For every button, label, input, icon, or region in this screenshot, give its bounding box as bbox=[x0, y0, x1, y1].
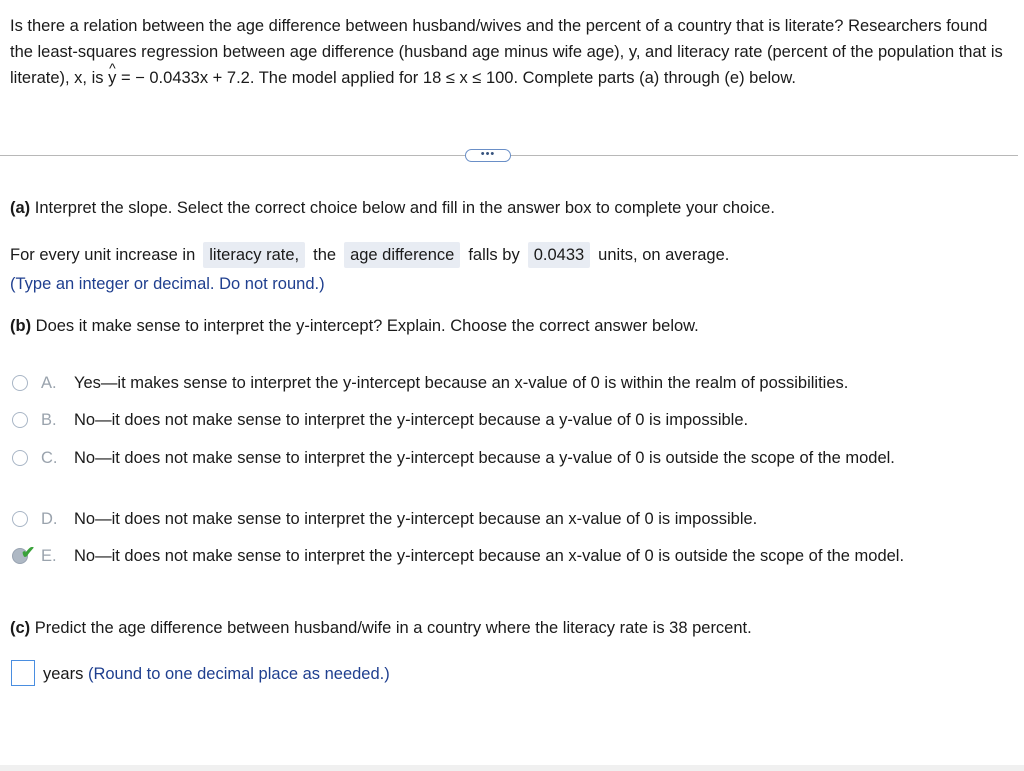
choice-text: No—it does not make sense to interpret the y-intercept because a y-value of 0 is impossible. bbox=[74, 411, 749, 429]
choice-text: No—it does not make sense to interpret the y-intercept because a y-value of 0 is outside the scope of the model. bbox=[74, 449, 895, 467]
part-a-sentence-start: For every unit increase in bbox=[10, 246, 196, 264]
part-c-unit: years bbox=[43, 665, 84, 683]
part-a-falls-by: falls by bbox=[468, 246, 520, 264]
part-c-question-text: Predict the age difference between husband/wife in a country where the literacy rate is 38 percent. bbox=[30, 619, 752, 637]
choice-d[interactable] bbox=[12, 507, 1012, 531]
part-b-label: (b) bbox=[10, 317, 32, 335]
part-a-the: the bbox=[313, 246, 337, 264]
part-a-sentence bbox=[10, 246, 729, 265]
bottom-band bbox=[0, 765, 1024, 771]
choice-a[interactable] bbox=[12, 371, 1012, 395]
choice-letter: C. bbox=[41, 449, 58, 467]
choice-letter: E. bbox=[41, 547, 57, 565]
choice-letter: D. bbox=[41, 510, 58, 528]
part-b-question bbox=[10, 317, 699, 336]
part-a-question bbox=[10, 199, 775, 218]
answer-box-variable-2[interactable]: age difference bbox=[344, 242, 460, 268]
part-c-hint: (Round to one decimal place as needed.) bbox=[87, 665, 390, 683]
choice-letter: B. bbox=[41, 411, 57, 429]
choice-text: No—it does not make sense to interpret the y-intercept because an x-value of 0 is impossible. bbox=[74, 510, 758, 528]
choice-b[interactable] bbox=[12, 408, 1012, 432]
part-c-question bbox=[10, 619, 752, 638]
part-a-hint: (Type an integer or decimal. Do not round.) bbox=[10, 275, 325, 293]
problem-text-part2: = − 0.0433x + 7.2. The model applied for 18 ≤ x ≤ 100. Complete parts (a) through (e) below. bbox=[116, 69, 796, 87]
radio-button-icon[interactable] bbox=[12, 375, 28, 391]
choice-text: Yes—it makes sense to interpret the y-intercept because an x-value of 0 is within the realm of possibilities. bbox=[74, 374, 849, 392]
part-a-label: (a) bbox=[10, 199, 31, 217]
answer-box-slope-value[interactable]: 0.0433 bbox=[528, 242, 590, 268]
problem-statement bbox=[10, 13, 1010, 91]
age-difference-answer-input[interactable] bbox=[11, 660, 35, 686]
checkmark-icon: ✔ bbox=[21, 543, 36, 562]
choice-letter: A. bbox=[41, 374, 57, 392]
y-hat-symbol: ^ y bbox=[108, 65, 116, 91]
choice-text: No—it does not make sense to interpret the y-intercept because an x-value of 0 is outside the scope of the model. bbox=[74, 547, 905, 565]
radio-button-icon[interactable] bbox=[12, 412, 28, 428]
answer-box-variable-1[interactable]: literacy rate, bbox=[203, 242, 305, 268]
part-a-question-text: Interpret the slope. Select the correct choice below and fill in the answer box to complete your choice. bbox=[30, 199, 775, 217]
problem-text-part1: Is there a relation between the age difference between husband/wives and the percent of a country that is literate? Researchers found the least-squares regression between age difference (husband age minus wife age), y, and literacy rate (percent of the population that is literate), x, is bbox=[10, 17, 1003, 87]
choice-c[interactable] bbox=[12, 446, 1012, 470]
radio-button-icon[interactable] bbox=[12, 450, 28, 466]
part-a-sentence-end: units, on average. bbox=[598, 246, 730, 264]
part-c-unit-line bbox=[43, 665, 390, 684]
more-options-button[interactable]: ••• bbox=[465, 149, 511, 162]
choice-e[interactable] bbox=[12, 544, 1012, 568]
radio-button-icon[interactable] bbox=[12, 511, 28, 527]
part-c-label: (c) bbox=[10, 619, 31, 637]
part-b-question-text: Does it make sense to interpret the y-intercept? Explain. Choose the correct answer below. bbox=[31, 317, 699, 335]
